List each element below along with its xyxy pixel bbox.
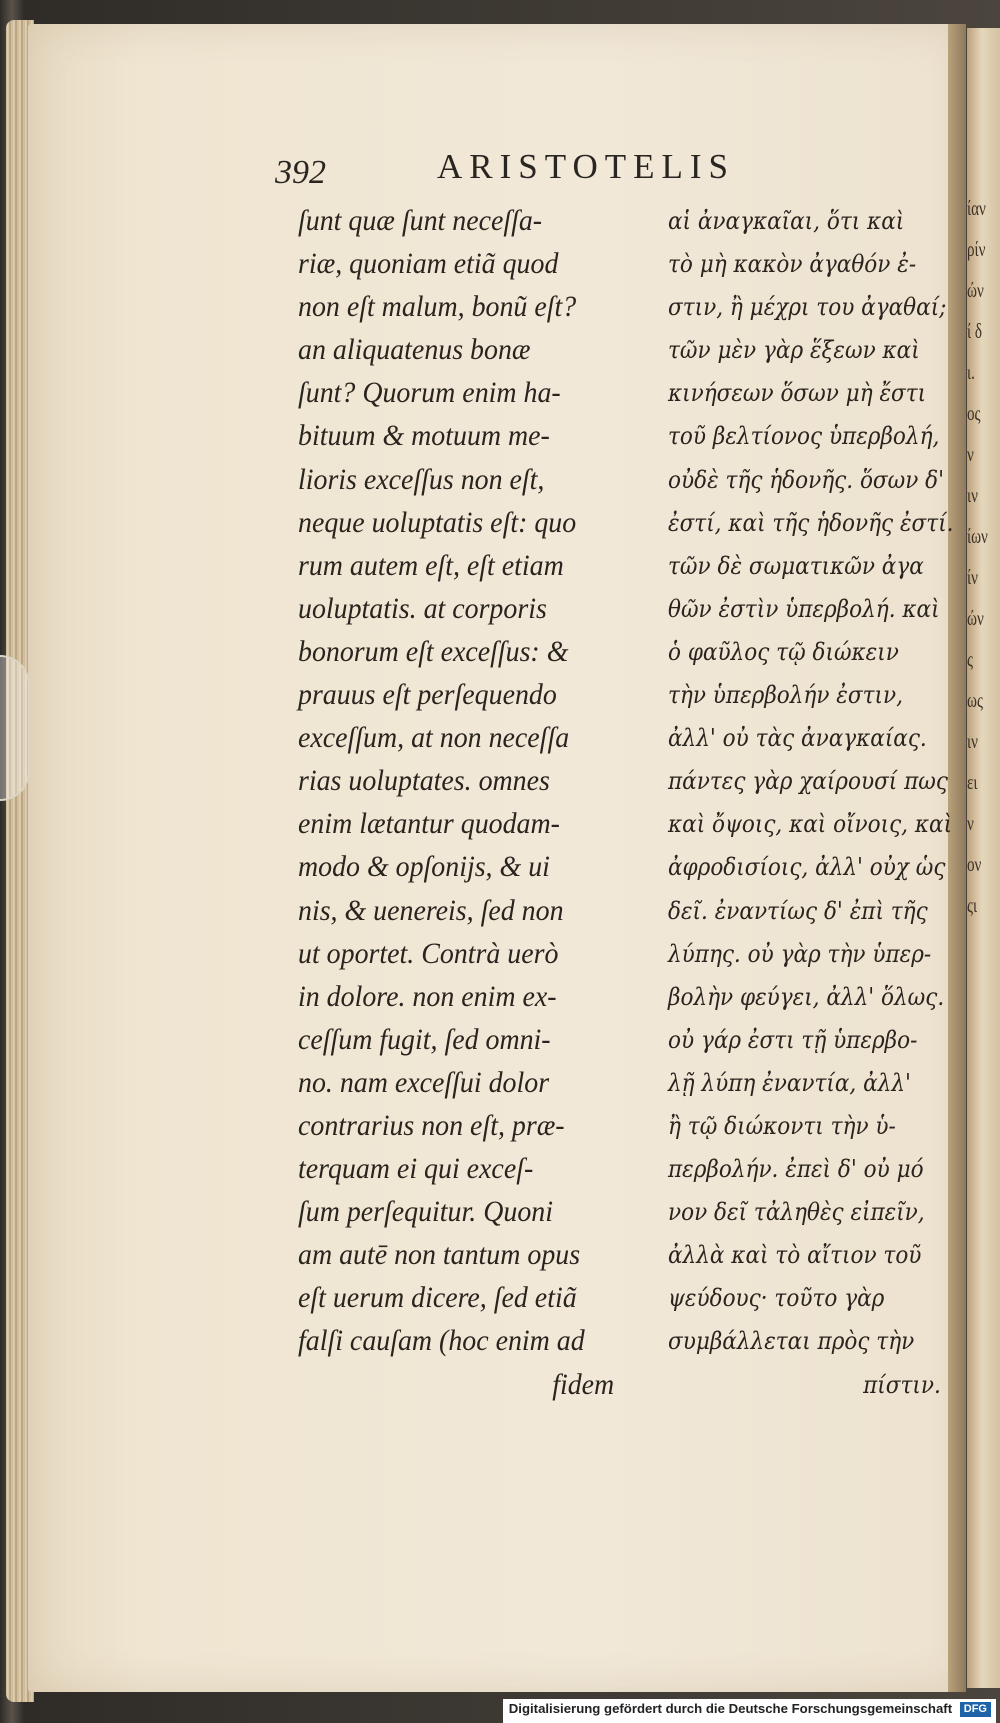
page-number: 392: [275, 154, 326, 191]
latin-text-line: am autē non tantum opus: [298, 1238, 581, 1272]
latin-text-line: an aliquatenus bonæ: [298, 333, 531, 367]
greek-text-line: ψεύδους· τοῦτο γὰρ: [668, 1283, 885, 1313]
footer-text: Digitalisierung gefördert durch die Deutsche Forschungsgemeinschaft: [508, 1701, 953, 1716]
greek-text-line: λῇ λύπη ἐναντία, ἀλλ': [668, 1067, 911, 1097]
latin-text-line: terquam ei qui exceſ-: [298, 1152, 534, 1186]
latin-text-line: uoluptatis. at corporis: [298, 591, 547, 625]
latin-text-line: ceſſum fugit, ſed omni-: [298, 1022, 551, 1056]
neighbor-page-fragment: ίαν: [967, 196, 986, 220]
latin-text-line: contrarius non eſt, præ-: [298, 1108, 565, 1142]
greek-text-line: ἢ τῷ διώκοντι τὴν ὑ-: [668, 1110, 896, 1140]
neighbor-page-fragment: ος: [967, 401, 981, 425]
latin-text-line: nis, & uenereis, ſed non: [298, 893, 564, 927]
greek-text-line: ἐστί, καὶ τῆς ἡδονῆς ἐστί.: [668, 507, 954, 537]
latin-text-line: neque uoluptatis eſt: quo: [298, 505, 577, 539]
neighbor-page-fragment: ών: [967, 278, 984, 302]
latin-text-line: modo & opſonijs, & ui: [298, 850, 550, 884]
greek-text-line: λύπης. οὐ γὰρ τὴν ὑπερ-: [668, 938, 932, 968]
greek-column: [668, 199, 988, 1406]
greek-text-line: θῶν ἐστὶν ὑπερβολή. καὶ: [668, 593, 940, 623]
latin-text-line: eſt uerum dicere, ſed etiã: [298, 1281, 577, 1315]
neighbor-page-fragment: ών: [967, 606, 984, 630]
greek-catchword: πίστιν.: [863, 1369, 941, 1399]
latin-text-line: ſum perſequitur. Quoni: [298, 1195, 553, 1229]
greek-text-line: αἱ ἀναγκαῖαι, ὅτι καὶ: [668, 206, 905, 235]
greek-text-line: περβολήν. ἐπεὶ δ' οὐ μό: [668, 1154, 924, 1184]
latin-text-line: ſunt quæ ſunt neceſſa-: [298, 204, 543, 237]
neighbor-page-fragment: ίν: [967, 565, 978, 589]
greek-text-line: ὁ φαῦλος τῷ διώκειν: [668, 636, 899, 666]
latin-text-line: riæ, quoniam etiã quod: [298, 247, 559, 281]
neighbor-page-fragment: ν: [967, 811, 974, 835]
greek-text-line: πάντες γὰρ χαίρουσί πως: [668, 766, 948, 796]
page-header: [275, 144, 835, 192]
neighbor-page-fragment: ι.: [967, 360, 975, 384]
greek-text-line: στιν, ἢ μέχρι του ἀγαθαί;: [668, 292, 947, 322]
clip-mark: [0, 655, 30, 801]
greek-text-line: νον δεῖ τἀληθὲς εἰπεῖν,: [668, 1197, 925, 1227]
greek-text-line: τοῦ βελτίονος ὑπερβολή,: [668, 421, 940, 451]
neighbor-page-fragment: ρίν: [967, 237, 986, 261]
greek-text-line: τὴν ὑπερβολήν ἐστιν,: [668, 680, 903, 710]
neighbor-page-fragment: ς: [967, 647, 973, 671]
greek-text-line: τῶν μὲν γὰρ ἕξεων καὶ: [668, 335, 920, 365]
neighbor-page-fragment: ον: [967, 852, 982, 876]
latin-text-line: ſunt? Quorum enim ha-: [298, 376, 561, 410]
greek-text-line: ἀφροδισίοις, ἀλλ' οὐχ ὡς: [668, 852, 946, 882]
neighbor-page-fragment: ν: [967, 442, 974, 466]
latin-text-line: rum autem eſt, eſt etiam: [298, 548, 564, 582]
greek-text-line: δεῖ. ἐναντίως δ' ἐπὶ τῆς: [668, 895, 928, 925]
book-page: [28, 24, 966, 1692]
latin-text-line: rias uoluptates. omnes: [298, 764, 550, 798]
latin-text-line: falſi cauſam (hoc enim ad: [298, 1324, 585, 1358]
greek-text-line: τῶν δὲ σωματικῶν ἀγα: [668, 550, 924, 580]
greek-text-line: καὶ ὄψοις, καὶ οἴνοις, καὶ: [668, 809, 953, 839]
latin-text-line: bituum & motuum me-: [298, 419, 550, 453]
neighbor-page-fragment: ιν: [967, 483, 978, 507]
latin-text-line: bonorum eſt exceſſus: &: [298, 634, 569, 668]
latin-text-line: exceſſum, at non neceſſa: [298, 721, 570, 755]
digitization-footer: [503, 1699, 996, 1723]
dfg-logo: DFG: [960, 1702, 991, 1717]
greek-text-line: ἀλλὰ καὶ τὸ αἴτιον τοῦ: [668, 1240, 922, 1270]
greek-text-line: οὐ γάρ ἐστι τῇ ὑπερβο-: [668, 1024, 918, 1054]
greek-text-line: κινήσεων ὅσων μὴ ἔστι: [668, 378, 927, 408]
latin-text-line: prauus eſt perſequendo: [298, 678, 557, 712]
latin-text-line: in dolore. non enim ex-: [298, 979, 557, 1013]
greek-text-line: τὸ μὴ κακὸν ἀγαθόν ἐ-: [668, 249, 917, 279]
latin-text-line: enim lætantur quodam-: [298, 807, 560, 841]
neighbor-page-fragment: ίων: [967, 524, 988, 548]
greek-text-line: βολὴν φεύγει, ἀλλ' ὅλως.: [668, 981, 945, 1011]
neighbor-page-fragment: ί δ: [967, 319, 982, 343]
neighbor-page-fragment: ιν: [967, 729, 978, 753]
running-title: ARISTOTELIS: [437, 147, 736, 186]
latin-text-line: no. nam exceſſui dolor: [298, 1065, 550, 1099]
greek-text-line: ἀλλ' οὐ τὰς ἀναγκαίας.: [668, 723, 927, 753]
latin-column: [298, 199, 648, 1406]
neighbor-page-fragment: ςι: [967, 893, 978, 917]
greek-text-line: συμβάλλεται πρὸς τὴν: [668, 1326, 915, 1356]
neighbor-page-fragment: ως: [967, 688, 983, 712]
latin-catchword: fidem: [552, 1367, 615, 1401]
greek-text-line: οὐδὲ τῆς ἡδονῆς. ὅσων δ': [668, 464, 945, 494]
neighbor-page-fragment: ει: [967, 770, 978, 794]
latin-text-line: non eſt malum, bonũ eſt?: [298, 290, 577, 324]
latin-text-line: ut oportet. Contrà uerò: [298, 936, 559, 970]
latin-text-line: lioris exceſſus non eſt,: [298, 462, 545, 496]
